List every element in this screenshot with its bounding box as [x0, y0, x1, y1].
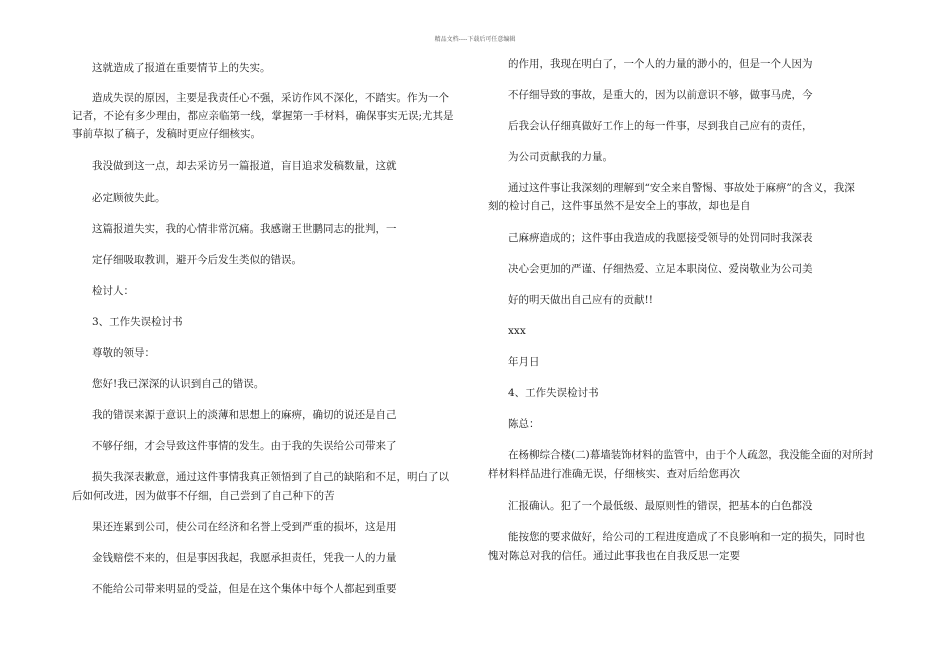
text-line: 事前草拟了稿子，发稿时更应仔细核实。	[72, 128, 261, 140]
text-line: 刻的检讨自己，这件事虽然不是安全上的事故，却也是自	[488, 200, 751, 212]
text-line: 的作用，我现在明白了，一个人的力量的渺小的，但是一个人因为	[508, 58, 813, 70]
text-line: xxx	[508, 325, 526, 337]
text-line: 样材料样品进行准确无误，仔细核实、查对后给您再次	[488, 468, 740, 480]
text-line: 不仔细导致的事故，是重大的，因为以前意识不够，做事马虎，今	[508, 89, 813, 101]
text-line: 这就造成了报道在重要情节上的失实。	[92, 62, 271, 74]
text-line: 为公司贡献我的力量。	[508, 151, 613, 163]
text-line: 后如何改进，因为做事不仔细，自己尝到了自己种下的苦	[72, 490, 335, 502]
text-line: 通过这件事让我深刻的理解到“安全来自警惕、事故处于麻痹”的含义，我深	[508, 182, 855, 194]
text-line: 好的明天做出自己应有的贡献!!	[508, 294, 653, 306]
text-line: 果还连累到公司，使公司在经济和名誉上受到严重的损坏，这是用	[92, 521, 397, 533]
text-line: 记者，不论有多少理由，都应亲临第一线，掌握第一手材料，确保事实无误;尤其是	[72, 110, 454, 122]
text-line: 金钱赔偿不来的，但是事因我起，我愿承担责任，凭我一人的力量	[92, 552, 397, 564]
text-line: 3、工作失误检讨书	[92, 316, 183, 328]
text-line: 在杨柳综合楼(二)幕墙装饰材料的监管中，由于个人疏忽，我没能全面的对所封	[508, 449, 874, 461]
page-header: 精品文档----下载后可任意编辑	[434, 36, 516, 43]
text-line: 造成失误的原因，主要是我责任心不强，采访作风不深化，不踏实。作为一个	[92, 92, 449, 104]
text-line: 汇报确认。犯了一个最低级、最原则性的错误，把基本的白色都没	[508, 500, 813, 512]
text-line: 必定顾彼失此。	[92, 192, 166, 204]
text-line: 检讨人：	[92, 285, 134, 297]
text-line: 尊敬的领导：	[92, 347, 155, 359]
text-line: 能按您的要求做好，给公司的工程进度造成了不良影响和一定的损失，同时也	[508, 531, 865, 543]
text-line: 您好!我已深深的认识到自己的错误。	[92, 378, 265, 390]
text-line: 不够仔细，才会导致这件事情的发生。由于我的失误给公司带来了	[92, 440, 397, 452]
text-line: 损失我深表歉意，通过这件事情我真正领悟到了自己的缺陷和不足，明白了以	[92, 471, 449, 483]
text-line: 定仔细吸取教训，避开今后发生类似的错误。	[92, 254, 302, 266]
text-line: 陈总：	[508, 418, 540, 430]
text-line: 年月日	[508, 356, 540, 368]
text-line: 我的错误来源于意识上的淡薄和思想上的麻痹，确切的说还是自己	[92, 409, 397, 421]
text-line: 愧对陈总对我的信任。通过此事我也在自我反思一定要	[488, 550, 740, 562]
text-line: 己麻痹造成的；这件事由我造成的我愿接受领导的处罚同时我深表	[508, 232, 813, 244]
text-line: 后我会认仔细真做好工作上的每一件事，尽到我自己应有的责任，	[508, 120, 813, 132]
text-line: 不能给公司带来明显的受益，但是在这个集体中每个人都起到重要	[92, 583, 397, 595]
text-line: 4、工作失误检讨书	[508, 387, 599, 399]
text-line: 这篇报道失实，我的心情非常沉痛。我感谢王世鹏同志的批判，一	[92, 223, 397, 235]
text-line: 决心会更加的严谨、仔细热爱、立足本职岗位、爱岗敬业为公司美	[508, 263, 813, 275]
text-line: 我没做到这一点，却去采访另一篇报道，盲目追求发稿数量，这就	[92, 160, 397, 172]
